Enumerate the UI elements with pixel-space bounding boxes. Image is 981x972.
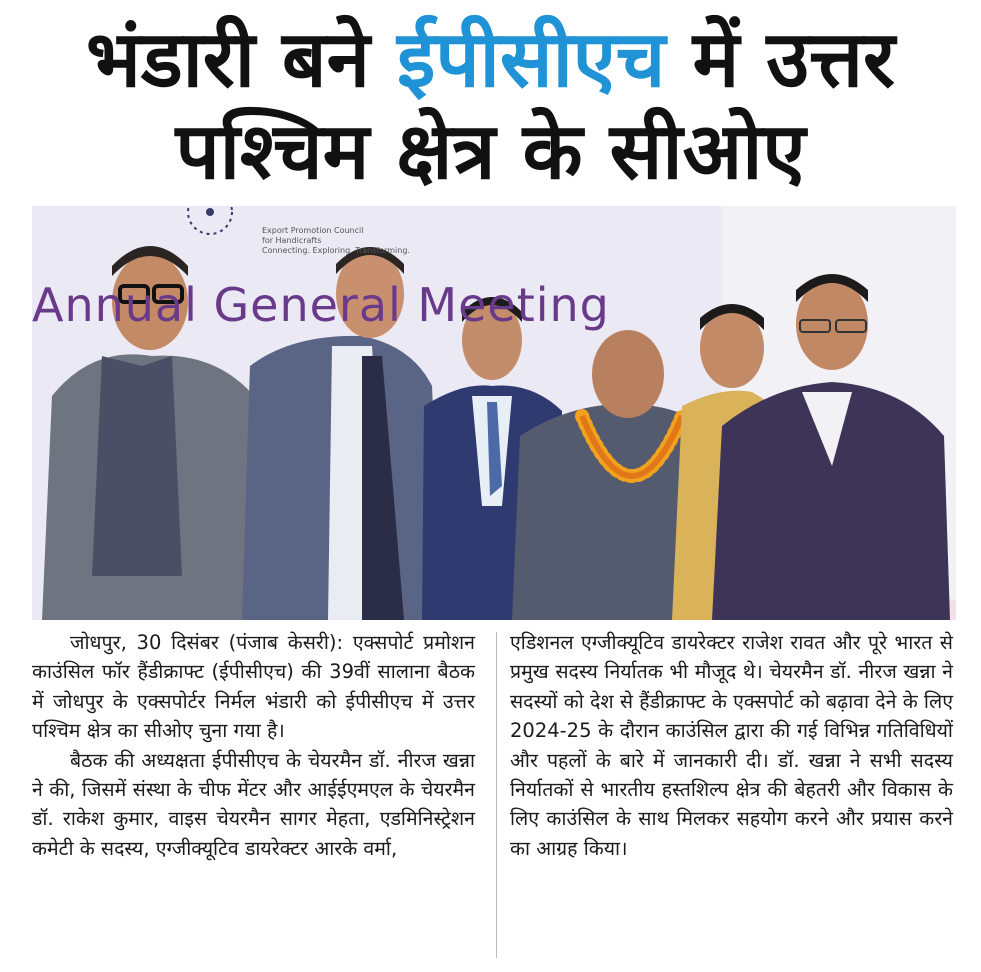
article-paragraph: जोधपुर, 30 दिसंबर (पंजाब केसरी): एक्सपोर्ट प्रमोशन काउंसिल फॉर हैंडीक्राफ्ट (ईपीसीएच) की 39वीं सालाना बैठक में जोधपुर के एक्सपोर्टर निर्मल भंडारी को ईपीसीएच में उत्तर पश्चिम क्षेत्र का सीओए चुना गया है। bbox=[32, 631, 475, 743]
column-divider bbox=[496, 632, 497, 958]
headline-line-2: पश्चिम क्षेत्र के सीओए bbox=[175, 107, 806, 197]
banner-text: Annual General Meeting bbox=[32, 278, 610, 332]
headline-line-1 bbox=[0, 14, 981, 106]
article-paragraph: एडिशनल एग्जीक्यूटिव डायरेक्टर राजेश रावत और पूरे भारत से प्रमुख सदस्य निर्यातक भी मौजूद थे। चेयरमैन डॉ. नीरज खन्ना ने सदस्यों को देश से हैंडीक्राफ्ट के एक्सपोर्ट को बढ़ावा देने के लिए 2024-25 के दौरान काउंसिल द्वारा की गई विभिन्न गतिविधियों और पहलों के बारे में जानकारी दी। डॉ. खन्ना ने सभी सदस्य निर्यातकों से भारतीय हस्तशिल्प क्षेत्र की बेहतरी और विकास के लिए काउंसिल के साथ मिलकर सहयोग करने और प्रयास करने का आग्रह किया। bbox=[510, 631, 953, 860]
banner-sub-line-1: Export Promotion Council bbox=[262, 226, 364, 235]
news-photo bbox=[32, 206, 956, 620]
banner-sub-line-2: for Handicrafts bbox=[262, 236, 322, 245]
article-column-right bbox=[510, 628, 953, 863]
headline bbox=[0, 14, 981, 198]
article-column-left bbox=[32, 628, 475, 863]
headline-text-a: भंडारी बने bbox=[86, 15, 398, 105]
article-body bbox=[32, 628, 958, 964]
photo-illustration bbox=[32, 206, 956, 620]
banner-subtext bbox=[262, 226, 410, 256]
article-paragraph: बैठक की अध्यक्षता ईपीसीएच के चेयरमैन डॉ. नीरज खन्ना ने की, जिसमें संस्था के चीफ मेंटर और आईईएमएल के चेयरमैन डॉ. राकेश कुमार, वाइस चेयरमैन सागर मेहता, एडमिनिस्ट्रेशन कमेटी के सदस्य, एग्जीक्यूटिव डायरेक्टर आरके वर्मा, bbox=[32, 748, 475, 860]
banner-sub-line-3: Connecting. Exploring. Transforming. bbox=[262, 246, 410, 255]
headline-text-b: में उत्तर bbox=[665, 15, 895, 105]
headline-accent: ईपीसीएच bbox=[397, 15, 666, 105]
